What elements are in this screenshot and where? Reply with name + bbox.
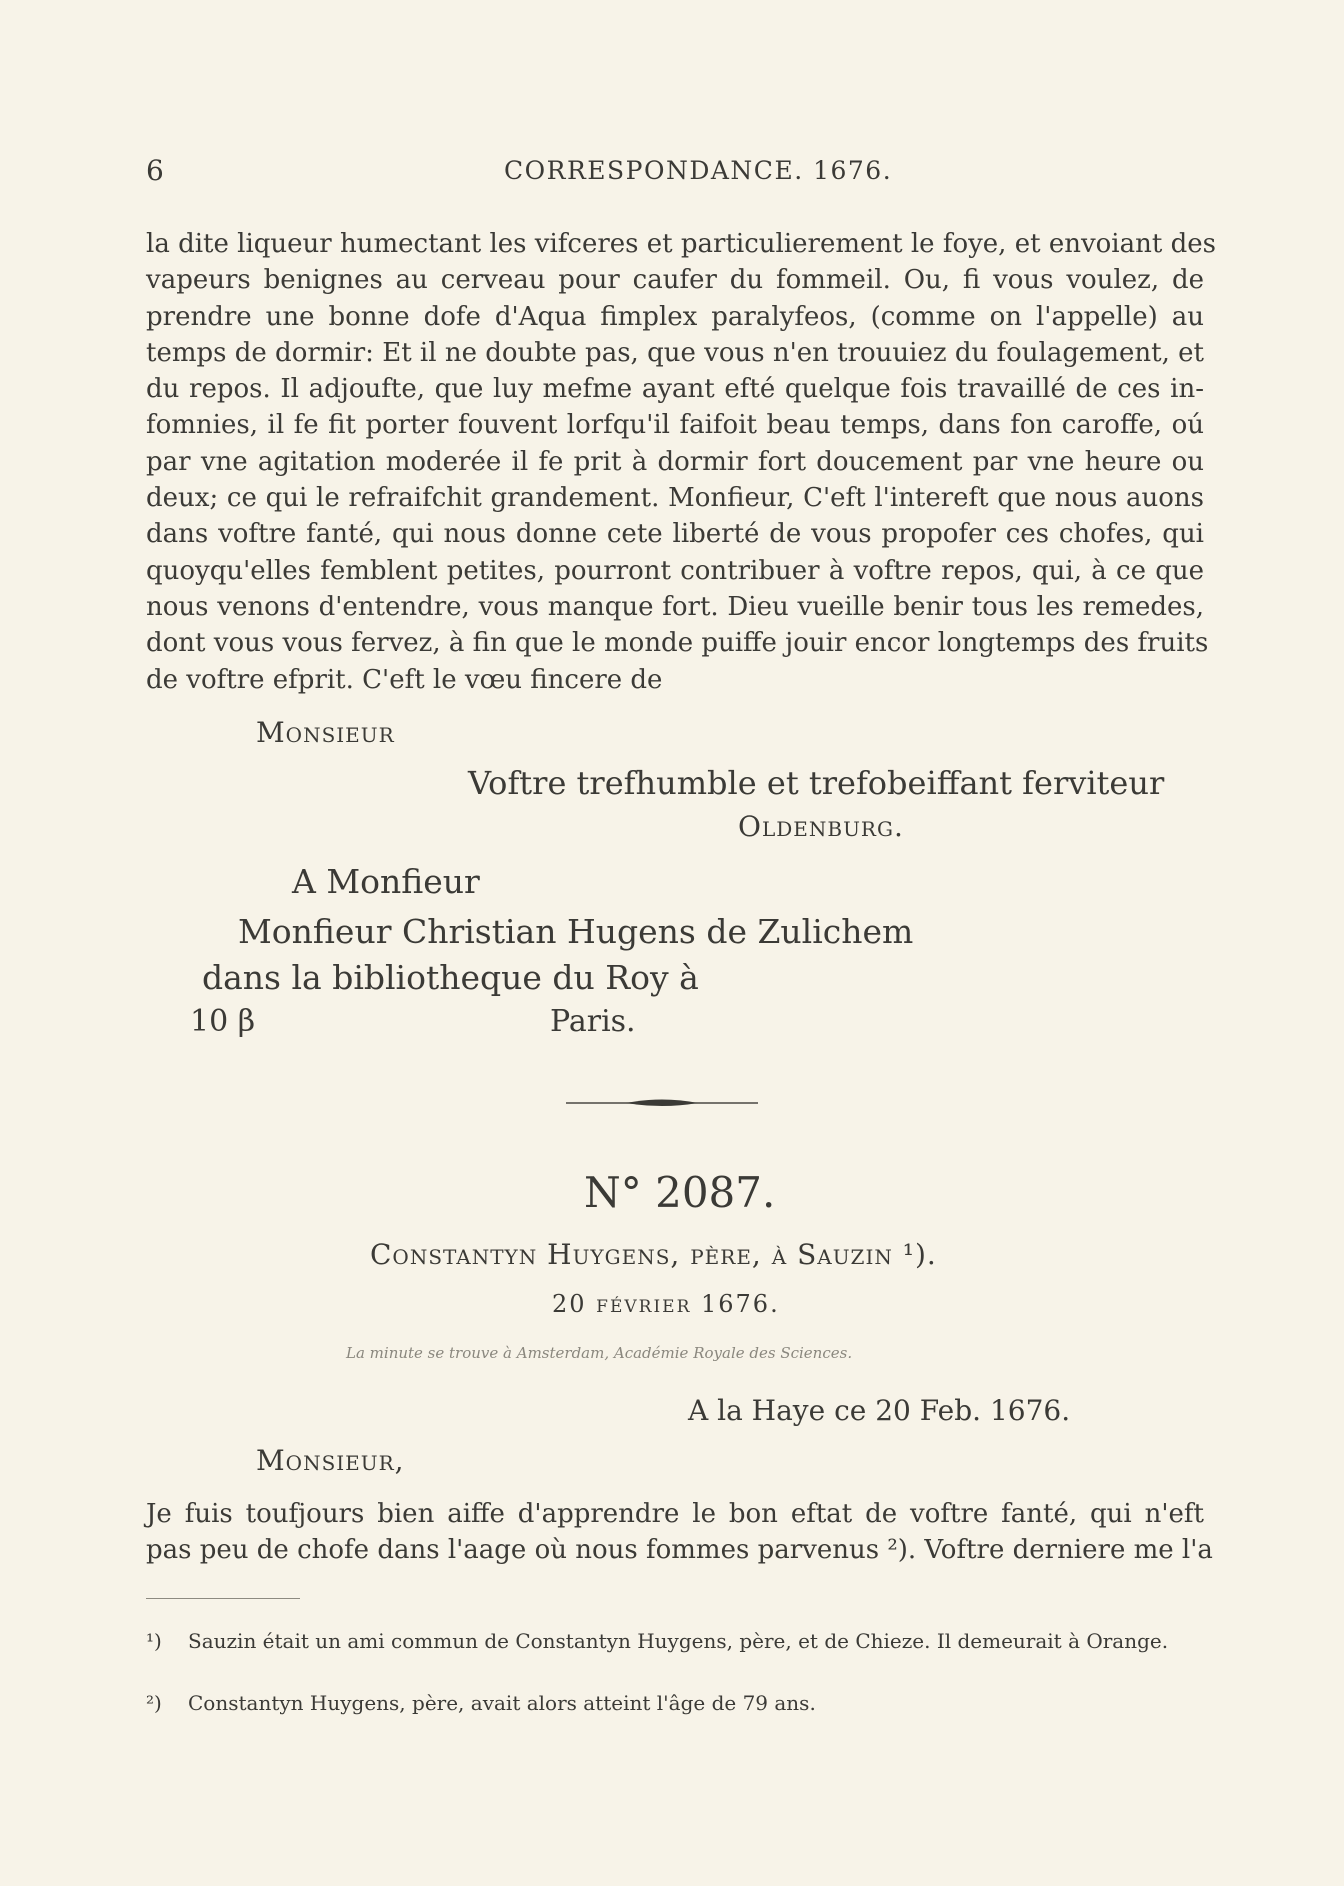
letter-heading: Constantyn Huygens, père, à Sauzin ¹). (370, 1238, 937, 1271)
footnote (146, 1690, 1206, 1716)
body-line: par vne agitation moderée il fe prit à dormir fort doucement par vne heure ou (146, 446, 1204, 477)
footnote-text: Constantyn Huygens, père, avait alors atteint l'âge de 79 ans. (188, 1691, 816, 1715)
footnote-text: Sauzin était un ami commun de Constantyn Huygens, père, et de Chieze. Il demeurait à Orange. (188, 1629, 1169, 1653)
closing-formula: Voftre trefhumble et trefobeiffant ferviteur (468, 764, 1165, 802)
body-line: dans voftre fanté, qui nous donne cete liberté de vous propofer ces chofes, qui (146, 519, 1204, 550)
postage-mark: 10 β (190, 1004, 256, 1039)
place-date: A la Haye ce 20 Feb. 1676. (688, 1394, 1071, 1427)
body-line: vapeurs benignes au cerveau pour caufer du fommeil. Ou, fi vous voulez, de (146, 265, 1204, 296)
address-line: dans la bibliotheque du Roy à (202, 958, 699, 997)
letter-body (146, 226, 1216, 698)
address-line: Monfieur Christian Hugens de Zulichem (238, 912, 914, 951)
letter-number: N° 2087. (584, 1168, 776, 1217)
body-line: la dite liqueur humectant les vifceres et particulierement le foye, et envoiant des (146, 229, 1216, 259)
running-title: CORRESPONDANCE. 1676. (504, 156, 893, 185)
footnote-mark: ²) (146, 1691, 162, 1715)
address-line: A Monfieur (292, 862, 480, 901)
body-line: du repos. Il adjoufte, que luy mefme ayant efté quelque fois travaillé de ces in- (146, 374, 1204, 405)
footnote-mark: ¹) (146, 1629, 162, 1653)
footnote-divider (146, 1598, 300, 1599)
letter-body-2 (146, 1496, 1213, 1569)
closing-salutation: Monsieur (256, 716, 395, 749)
body-line: prendre une bonne dofe d'Aqua fimplex paralyfeos, (comme on l'appelle) au (146, 301, 1204, 332)
body-line: de voftre efprit. C'eft le vœu fincere de (146, 664, 663, 695)
body-line: quoyqu'elles femblent petites, pourront contribuer à voftre repos, qui, à ce que (146, 555, 1204, 586)
source-note: La minute se trouve à Amsterdam, Académie Royale des Sciences. (346, 1344, 853, 1362)
separator-ornament-icon (566, 1094, 758, 1113)
body-line: dont vous vous fervez, à fin que le monde puiffe jouir encor longtemps des fruits (146, 628, 1209, 659)
body-line: pas peu de chofe dans l'aage où nous fommes parvenus ²). Voftre derniere me l'a (146, 1535, 1213, 1566)
footnote (146, 1628, 1206, 1654)
address-city: Paris. (550, 1004, 636, 1039)
body-line: nous venons d'entendre, vous manque fort. Dieu vueille benir tous les remedes, (146, 591, 1204, 622)
body-line: fomnies, il fe fit porter fouvent lorfqu'il faifoit beau temps, dans fon caroffe, oú (146, 410, 1204, 441)
body-line: temps de dormir: Et il ne doubte pas, que vous n'en trouuiez du foulagement, et (146, 337, 1204, 368)
opening-salutation: Monsieur, (256, 1444, 405, 1477)
body-line: Je fuis toufjours bien aiffe d'apprendre le bon eftat de voftre fanté, qui n'eft (146, 1499, 1204, 1529)
body-line: deux; ce qui le refraifchit grandement. Monfieur, C'eft l'intereft que nous auons (146, 483, 1204, 514)
signature: Oldenburg. (738, 810, 904, 843)
letter-date: 20 février 1676. (552, 1290, 780, 1318)
page-number: 6 (146, 154, 164, 187)
